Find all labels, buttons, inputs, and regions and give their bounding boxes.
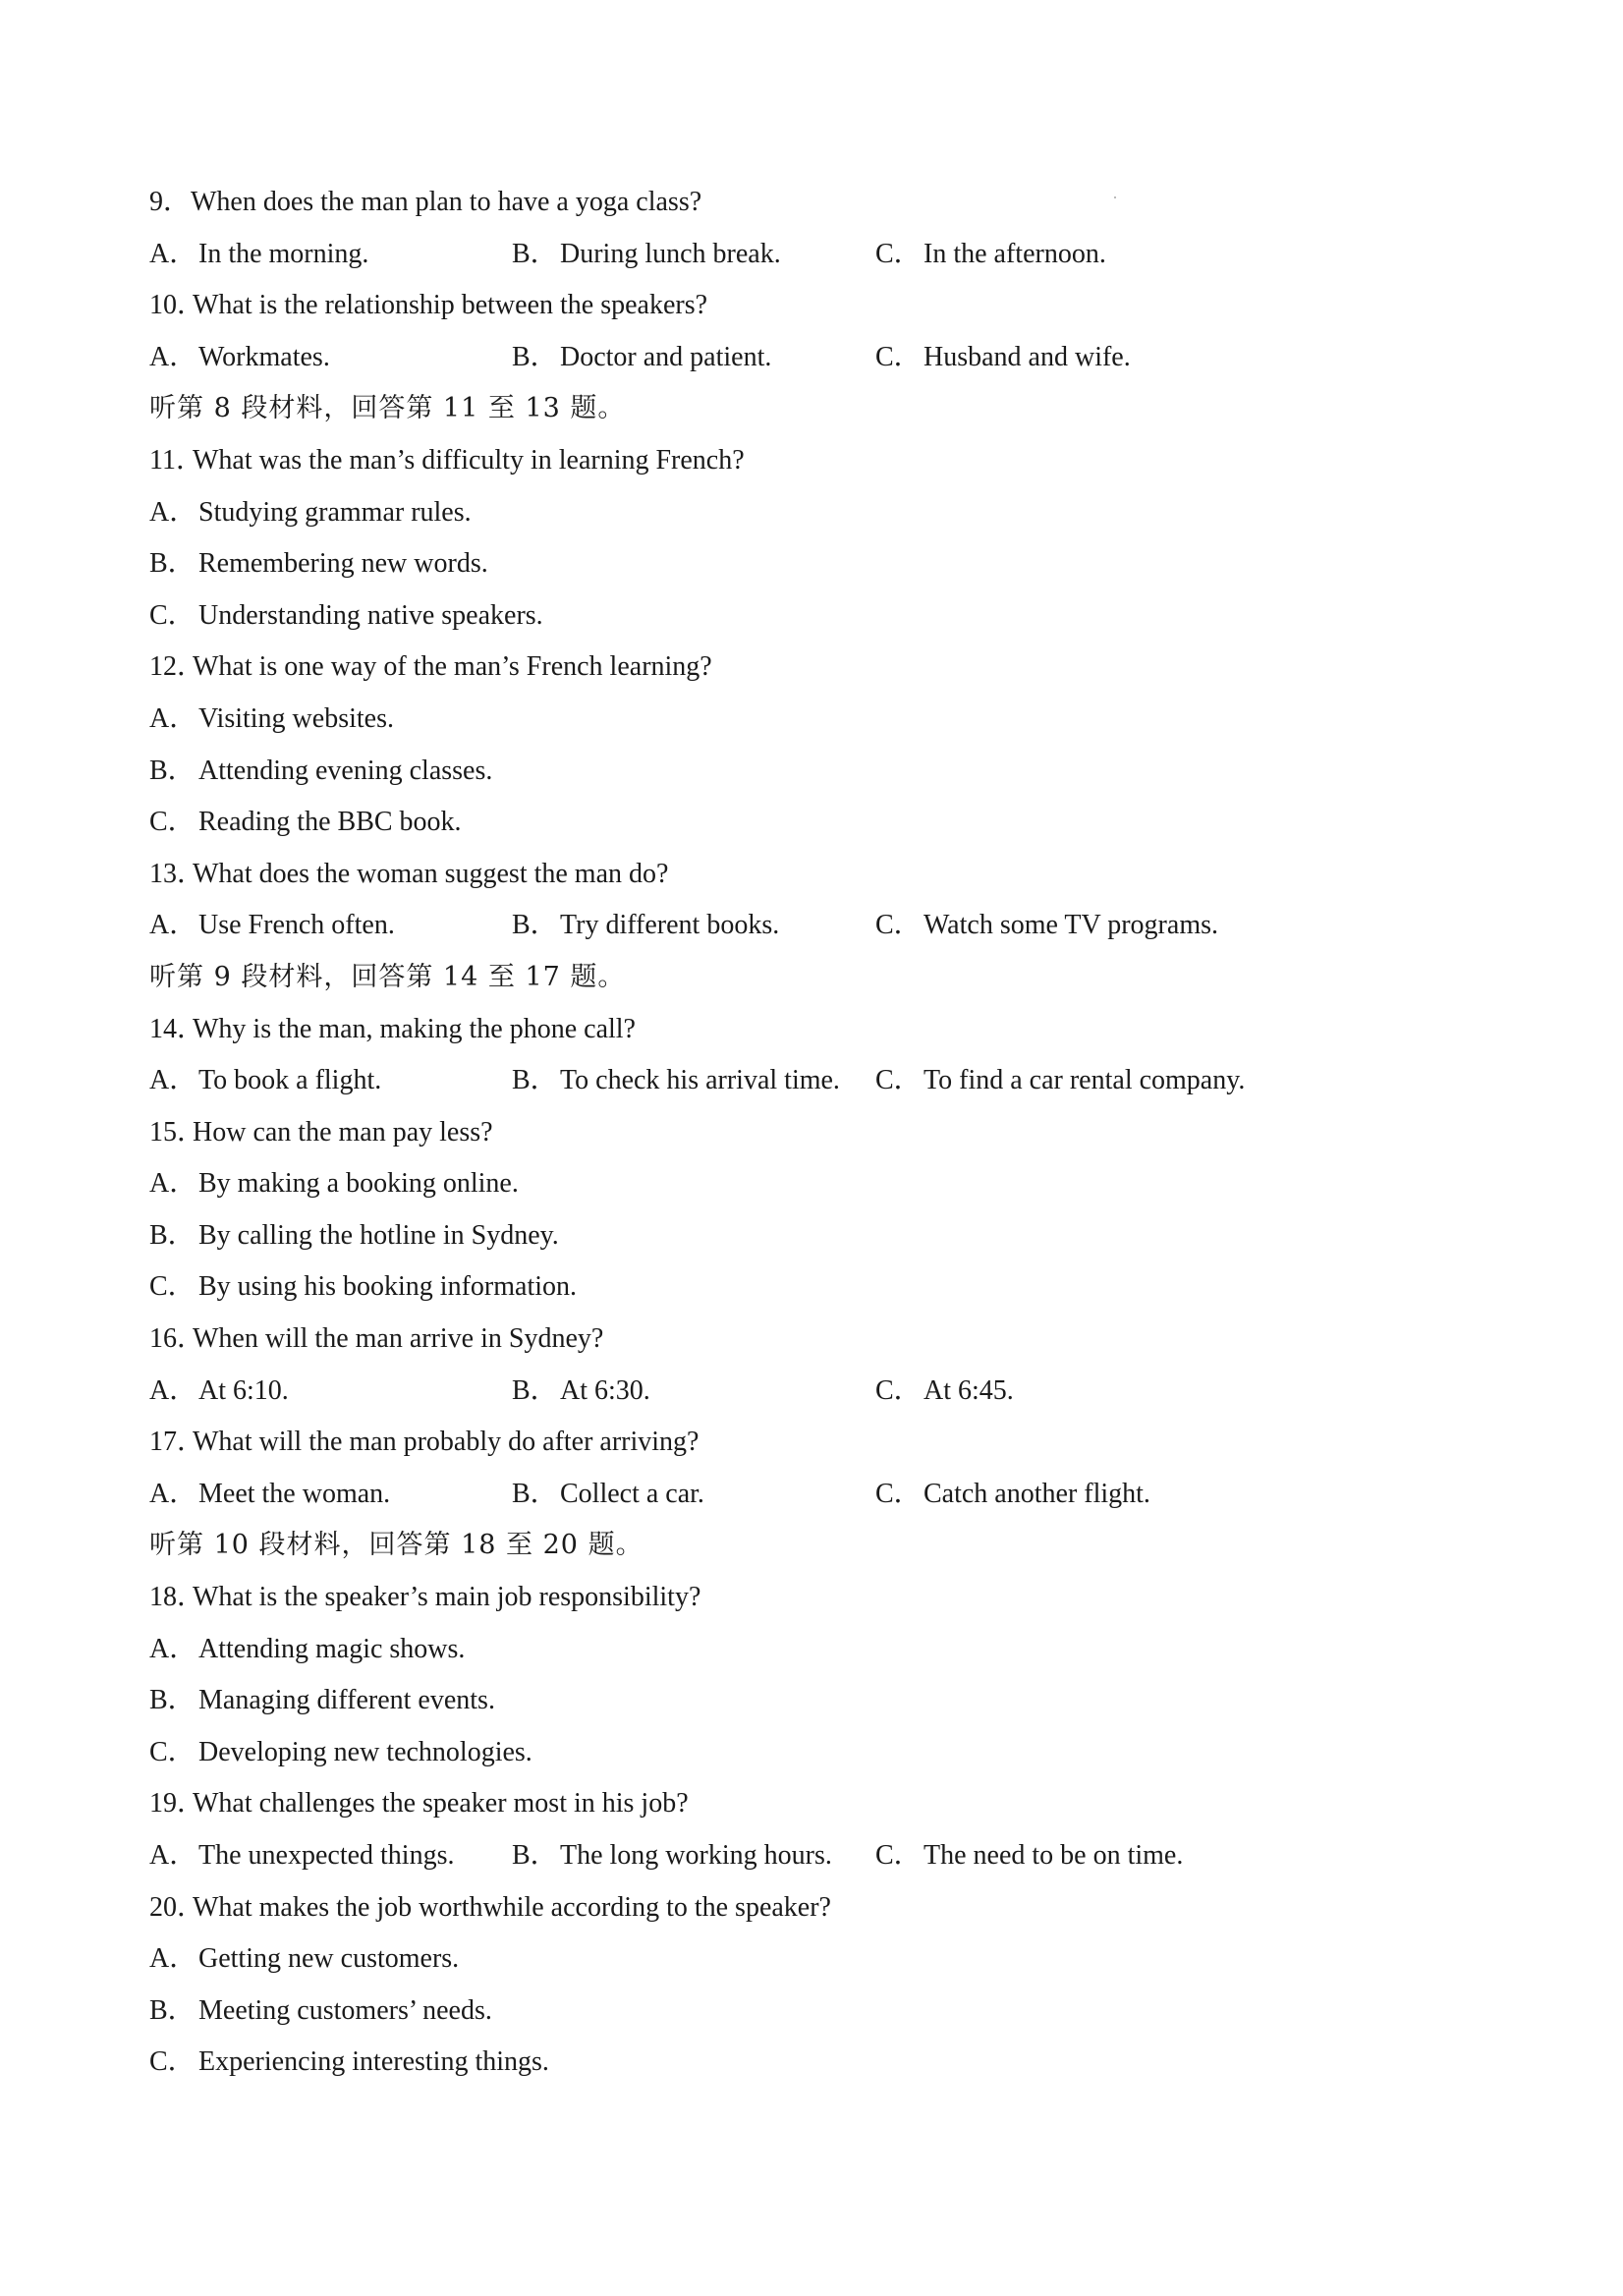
option-text: Reading the BBC book. xyxy=(198,807,462,838)
options-row xyxy=(0,1830,1623,1882)
options-row xyxy=(0,1366,1623,1418)
option-b-letter: B． xyxy=(512,1478,558,1509)
option-b-letter: B． xyxy=(512,1840,558,1871)
option-text: Attending evening classes. xyxy=(198,755,493,786)
option-text: By using his booking information. xyxy=(198,1271,577,1303)
question-line xyxy=(0,1778,1623,1830)
option-a-letter: A． xyxy=(149,1374,197,1406)
option-line xyxy=(0,590,1623,643)
option-letter: C． xyxy=(149,599,196,631)
question-number: 15． xyxy=(149,1116,205,1148)
question-text: What makes the job worthwhile according to the speaker? xyxy=(193,1891,831,1923)
question-text: What is the relationship between the speakers? xyxy=(193,290,708,321)
question-number: 20． xyxy=(149,1891,205,1923)
question-text: When will the man arrive in Sydney? xyxy=(193,1323,604,1355)
option-b-text: At 6:30. xyxy=(560,1374,650,1406)
option-text: By calling the hotline in Sydney. xyxy=(198,1219,559,1251)
section-instruction xyxy=(0,952,1623,1004)
option-a-text: In the morning. xyxy=(198,238,369,269)
question-number: 18． xyxy=(149,1582,205,1613)
option-b-letter: B． xyxy=(512,1374,558,1406)
option-b-letter: B． xyxy=(512,1065,558,1096)
section-instruction-text: 听第 9 段材料，回答第 14 至 17 题。 xyxy=(149,961,626,992)
option-text: Managing different events. xyxy=(198,1685,495,1716)
option-b-text: The long working hours. xyxy=(560,1840,832,1871)
option-letter: C． xyxy=(149,807,196,838)
option-text: Visiting websites. xyxy=(198,702,394,734)
option-letter: A． xyxy=(149,1168,197,1200)
option-b-text: Collect a car. xyxy=(560,1478,704,1509)
question-text: What will the man probably do after arriving? xyxy=(193,1427,700,1458)
question-text: What does the woman suggest the man do? xyxy=(193,858,669,889)
option-letter: B． xyxy=(149,755,196,786)
section-instruction-text: 听第 8 段材料，回答第 11 至 13 题。 xyxy=(149,393,626,424)
option-a-letter: A． xyxy=(149,1065,197,1096)
option-line xyxy=(0,1158,1623,1210)
option-b-letter: B． xyxy=(512,910,558,941)
option-letter: A． xyxy=(149,496,197,528)
question-number: 12． xyxy=(149,651,205,683)
option-letter: A． xyxy=(149,1633,197,1664)
section-instruction-text: 听第 10 段材料，回答第 18 至 20 题。 xyxy=(149,1530,644,1561)
option-text: Developing new technologies. xyxy=(198,1736,532,1767)
option-text: Getting new customers. xyxy=(198,1943,460,1975)
option-a-text: Workmates. xyxy=(198,341,330,372)
option-text: Understanding native speakers. xyxy=(198,599,543,631)
option-text: Meeting customers’ needs. xyxy=(198,1994,492,2026)
option-letter: B． xyxy=(149,548,196,580)
option-c-text: In the afternoon. xyxy=(923,238,1106,269)
option-c-letter: C． xyxy=(875,1840,922,1871)
option-a-text: Meet the woman. xyxy=(198,1478,391,1509)
option-letter: C． xyxy=(149,1736,196,1767)
question-line xyxy=(0,1417,1623,1469)
option-text: By making a booking online. xyxy=(198,1168,519,1200)
question-line xyxy=(0,642,1623,694)
option-a-letter: A． xyxy=(149,910,197,941)
option-c-text: Watch some TV programs. xyxy=(923,910,1218,941)
option-b-text: During lunch break. xyxy=(560,238,781,269)
option-letter: B． xyxy=(149,1994,196,2026)
options-row xyxy=(0,900,1623,952)
option-b-text: To check his arrival time. xyxy=(560,1065,840,1096)
option-c-text: The need to be on time. xyxy=(923,1840,1184,1871)
option-text: Studying grammar rules. xyxy=(198,496,472,528)
question-line xyxy=(0,849,1623,901)
option-line xyxy=(0,487,1623,539)
question-text: What is the speaker’s main job responsibility? xyxy=(193,1582,701,1613)
section-instruction xyxy=(0,1520,1623,1572)
question-text: What challenges the speaker most in his job? xyxy=(193,1788,689,1820)
question-number: 11． xyxy=(149,444,203,476)
option-a-letter: A． xyxy=(149,341,197,372)
question-text: When does the man plan to have a yoga class? xyxy=(191,187,702,217)
options-row xyxy=(0,1469,1623,1521)
question-line xyxy=(0,1107,1623,1159)
option-c-text: To find a car rental company. xyxy=(923,1065,1246,1096)
option-letter: B． xyxy=(149,1685,196,1716)
question-text: How can the man pay less? xyxy=(193,1116,493,1148)
section-instruction xyxy=(0,383,1623,435)
option-letter: C． xyxy=(149,1271,196,1303)
option-b-text: Try different books. xyxy=(560,910,780,941)
question-number: 19． xyxy=(149,1788,205,1820)
options-row xyxy=(0,229,1623,281)
question-line xyxy=(0,435,1623,487)
option-line xyxy=(0,2037,1623,2089)
option-line xyxy=(0,746,1623,798)
option-c-letter: C． xyxy=(875,1478,922,1509)
question-number: 14． xyxy=(149,1013,205,1044)
option-text: Attending magic shows. xyxy=(198,1633,466,1664)
option-c-letter: C． xyxy=(875,1374,922,1406)
question-number: 17． xyxy=(149,1427,205,1458)
option-a-text: To book a flight. xyxy=(198,1065,382,1096)
question-number: 13． xyxy=(149,858,205,889)
option-c-letter: C． xyxy=(875,1065,922,1096)
option-line xyxy=(0,694,1623,746)
option-c-letter: C． xyxy=(875,341,922,372)
option-line xyxy=(0,797,1623,849)
option-letter: A． xyxy=(149,1943,197,1975)
option-letter: B． xyxy=(149,1219,196,1251)
option-line xyxy=(0,1986,1623,2038)
question-line xyxy=(0,1004,1623,1056)
question-text: Why is the man, making the phone call? xyxy=(193,1013,636,1044)
question-number: 16． xyxy=(149,1323,205,1355)
option-line xyxy=(0,1675,1623,1727)
option-line xyxy=(0,1624,1623,1676)
option-text: Experiencing interesting things. xyxy=(198,2046,549,2078)
option-a-text: At 6:10. xyxy=(198,1374,289,1406)
option-b-letter: B． xyxy=(512,238,558,269)
option-line xyxy=(0,1210,1623,1262)
question-text: What was the man’s difficulty in learning French? xyxy=(193,444,745,476)
options-row xyxy=(0,1055,1623,1107)
option-a-letter: A． xyxy=(149,1840,197,1871)
option-c-letter: C． xyxy=(875,910,922,941)
option-c-text: Catch another flight. xyxy=(923,1478,1150,1509)
option-line xyxy=(0,538,1623,590)
question-number: 10． xyxy=(149,290,205,321)
option-c-text: At 6:45. xyxy=(923,1374,1014,1406)
question-line xyxy=(0,1572,1623,1624)
question-line xyxy=(0,177,1623,229)
option-a-text: Use French often. xyxy=(198,910,395,941)
question-number: 9． xyxy=(149,187,192,217)
question-line xyxy=(0,1882,1623,1934)
option-a-letter: A． xyxy=(149,1478,197,1509)
option-a-text: The unexpected things. xyxy=(198,1840,455,1871)
question-line xyxy=(0,280,1623,332)
option-a-letter: A． xyxy=(149,238,197,269)
exam-page xyxy=(0,177,1623,2089)
question-text: What is one way of the man’s French learning? xyxy=(193,651,712,683)
option-b-text: Doctor and patient. xyxy=(560,341,772,372)
option-line xyxy=(0,1261,1623,1314)
option-c-letter: C． xyxy=(875,238,922,269)
question-line xyxy=(0,1314,1623,1366)
option-line xyxy=(0,1933,1623,1986)
option-b-letter: B． xyxy=(512,341,558,372)
option-letter: A． xyxy=(149,702,197,734)
options-row xyxy=(0,332,1623,384)
option-line xyxy=(0,1727,1623,1779)
option-c-text: Husband and wife. xyxy=(923,341,1131,372)
option-letter: C． xyxy=(149,2046,196,2078)
option-text: Remembering new words. xyxy=(198,548,488,580)
